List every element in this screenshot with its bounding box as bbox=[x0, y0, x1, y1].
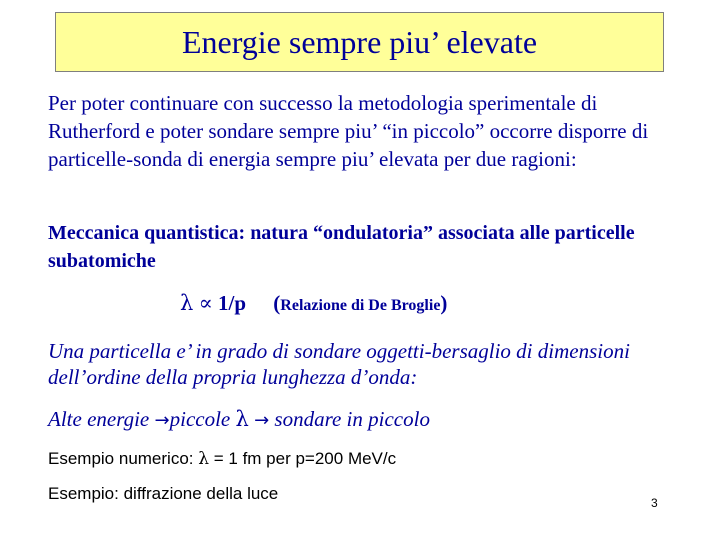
lambda-symbol: λ bbox=[180, 291, 194, 315]
alte-text-1: Alte energie bbox=[48, 407, 155, 431]
numeric-example-prefix: Esempio numerico: bbox=[48, 449, 199, 468]
lambda-symbol-2: λ bbox=[235, 407, 249, 431]
note-close-paren: ) bbox=[440, 291, 448, 315]
alte-text-4: sondare in piccolo bbox=[269, 407, 430, 431]
proportional-symbol: ∝ bbox=[198, 291, 213, 315]
lambda-symbol-3: λ bbox=[198, 449, 210, 469]
de-broglie-note: Relazione di De Broglie bbox=[280, 297, 441, 314]
slide-title: Energie sempre piu’ elevate bbox=[181, 23, 538, 60]
de-broglie-formula bbox=[180, 291, 447, 316]
page-number: 3 bbox=[651, 496, 658, 510]
arrow-icon: → bbox=[154, 410, 170, 431]
arrow-icon-2: → bbox=[254, 410, 270, 431]
intro-paragraph: Per poter continuare con successo la metodologia sperimentale di Rutherford e poter sondare sempre piu’ “in piccolo” occorre disporre di particelle-sonda di energia sempre piu’ elevata per due ragioni: bbox=[48, 91, 649, 171]
note-open-paren: ( bbox=[273, 291, 281, 315]
particle-statement: Una particella e’ in grado di sondare oggetti-bersaglio di dimensioni dell’ordine della propria lunghezza d’onda: bbox=[48, 339, 630, 389]
title-box bbox=[55, 12, 664, 72]
high-energy-line bbox=[48, 407, 430, 432]
quantum-mechanics-statement: Meccanica quantistica: natura “ondulatoria” associata alle particelle subatomiche bbox=[48, 222, 635, 272]
numeric-example bbox=[48, 449, 396, 469]
alte-text-2: piccole bbox=[169, 407, 236, 431]
diffraction-example: Esempio: diffrazione della luce bbox=[48, 484, 279, 503]
numeric-example-suffix: = 1 fm per p=200 MeV/c bbox=[209, 449, 397, 468]
formula-rhs: 1/p bbox=[218, 291, 247, 315]
